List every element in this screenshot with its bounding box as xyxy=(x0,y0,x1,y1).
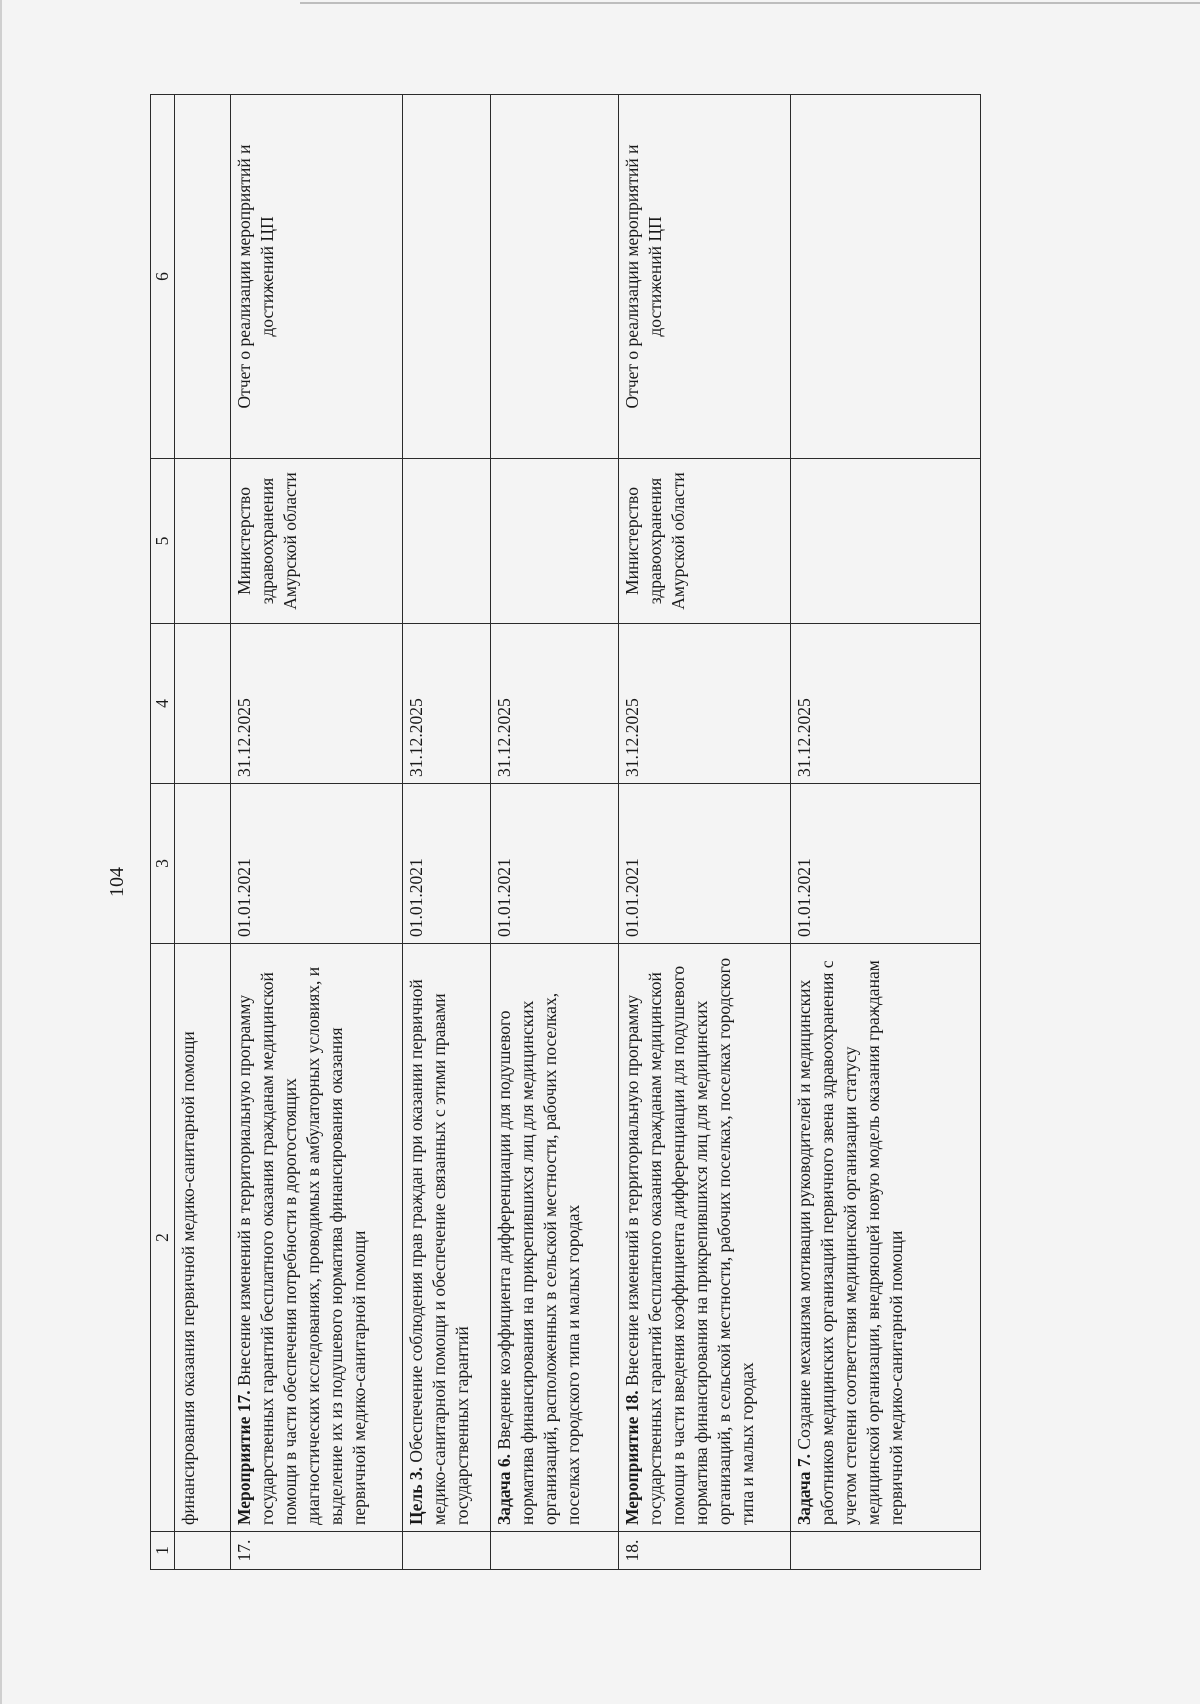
page-number: 104 xyxy=(106,867,128,897)
column-header: 2 xyxy=(151,944,175,1532)
row-number xyxy=(175,1532,231,1570)
table-row xyxy=(491,95,619,1570)
report xyxy=(403,95,491,459)
table-row xyxy=(231,95,403,1570)
row-number xyxy=(791,1532,981,1570)
end-date: 31.12.2025 xyxy=(791,624,981,784)
responsible xyxy=(491,459,619,624)
row-text: финансирования оказания первичной медико-санитарной помощи xyxy=(178,1031,198,1525)
column-header: 3 xyxy=(151,784,175,944)
end-date: 31.12.2025 xyxy=(231,624,403,784)
row-label: Мероприятие 18. xyxy=(622,1390,642,1525)
column-header: 5 xyxy=(151,459,175,624)
responsible: Министерство здравоохранения Амурской области xyxy=(619,459,791,624)
responsible xyxy=(791,459,981,624)
table-row xyxy=(619,95,791,1570)
column-header: 1 xyxy=(151,1532,175,1570)
column-header: 6 xyxy=(151,95,175,459)
start-date: 01.01.2021 xyxy=(231,784,403,944)
row-text: Обеспечение соблюдения прав граждан при оказании первичной медико-санитарной помощи и обеспечение связанных с этими правами государственных гарантий xyxy=(406,979,472,1525)
row-label: Цель 3. xyxy=(406,1467,426,1525)
column-header: 4 xyxy=(151,624,175,784)
row-text: Внесение изменений в территориальную программу государственных гарантий бесплатного оказания гражданам медицинской помощи в части введения коэффициента дифференциации для подушевого норматива финансирования на прикрепившихся лиц для медицинских организаций, в сельской местности, рабочих поселках, поселках городского типа и малых городах xyxy=(622,957,757,1525)
table-row xyxy=(403,95,491,1570)
column-numbers-row xyxy=(151,95,175,1570)
responsible: Министерство здравоохранения Амурской области xyxy=(231,459,403,624)
row-description xyxy=(491,944,619,1532)
row-description xyxy=(231,944,403,1532)
end-date: 31.12.2025 xyxy=(619,624,791,784)
responsible xyxy=(175,459,231,624)
end-date xyxy=(175,624,231,784)
row-label: Мероприятие 17. xyxy=(234,1390,254,1525)
row-description xyxy=(403,944,491,1532)
row-description xyxy=(175,944,231,1532)
start-date: 01.01.2021 xyxy=(619,784,791,944)
table-row xyxy=(175,95,231,1570)
row-description xyxy=(619,944,791,1532)
row-number xyxy=(403,1532,491,1570)
start-date: 01.01.2021 xyxy=(403,784,491,944)
measures-table xyxy=(150,94,981,1570)
row-label: Задача 7. xyxy=(794,1453,814,1525)
row-number: 17. xyxy=(231,1532,403,1570)
row-description xyxy=(791,944,981,1532)
row-text: Введение коэффициента дифференциации для подушевого норматива финансирования на прикрепившихся лиц для медицинских организаций, расположенных в сельской местности, рабочих поселках, поселках городского типа и малых городах xyxy=(494,992,583,1525)
report xyxy=(175,95,231,459)
report xyxy=(491,95,619,459)
end-date: 31.12.2025 xyxy=(403,624,491,784)
row-text: Внесение изменений в территориальную программу государственных гарантий бесплатного оказания гражданам медицинской помощи в части обеспечения потребности в дорогостоящих диагностических исследованиях, проводимых в амбулаторных условиях, и выделение их из подушевого норматива финансирования оказания первичной медико-санитарной помощи xyxy=(234,966,369,1525)
report xyxy=(791,95,981,459)
row-number: 18. xyxy=(619,1532,791,1570)
report: Отчет о реализации мероприятий и достижений ЦП xyxy=(231,95,403,459)
report: Отчет о реализации мероприятий и достижений ЦП xyxy=(619,95,791,459)
end-date: 31.12.2025 xyxy=(491,624,619,784)
start-date: 01.01.2021 xyxy=(791,784,981,944)
table-row xyxy=(791,95,981,1570)
row-label: Задача 6. xyxy=(494,1453,514,1525)
row-number xyxy=(491,1532,619,1570)
start-date: 01.01.2021 xyxy=(491,784,619,944)
scan-edge-top xyxy=(300,2,1200,4)
scan-edge-left xyxy=(0,0,2,1704)
start-date xyxy=(175,784,231,944)
row-text: Создание механизма мотивации руководителей и медицинских работников медицинских организаций первичного звена здравоохранения с учетом степени соответствия медицинской организации статусу медицинской организации, внедряющей новую модель оказания гражданам первичной медико-санитарной помощи xyxy=(794,960,906,1525)
responsible xyxy=(403,459,491,624)
rotated-table-container xyxy=(150,95,1030,1570)
